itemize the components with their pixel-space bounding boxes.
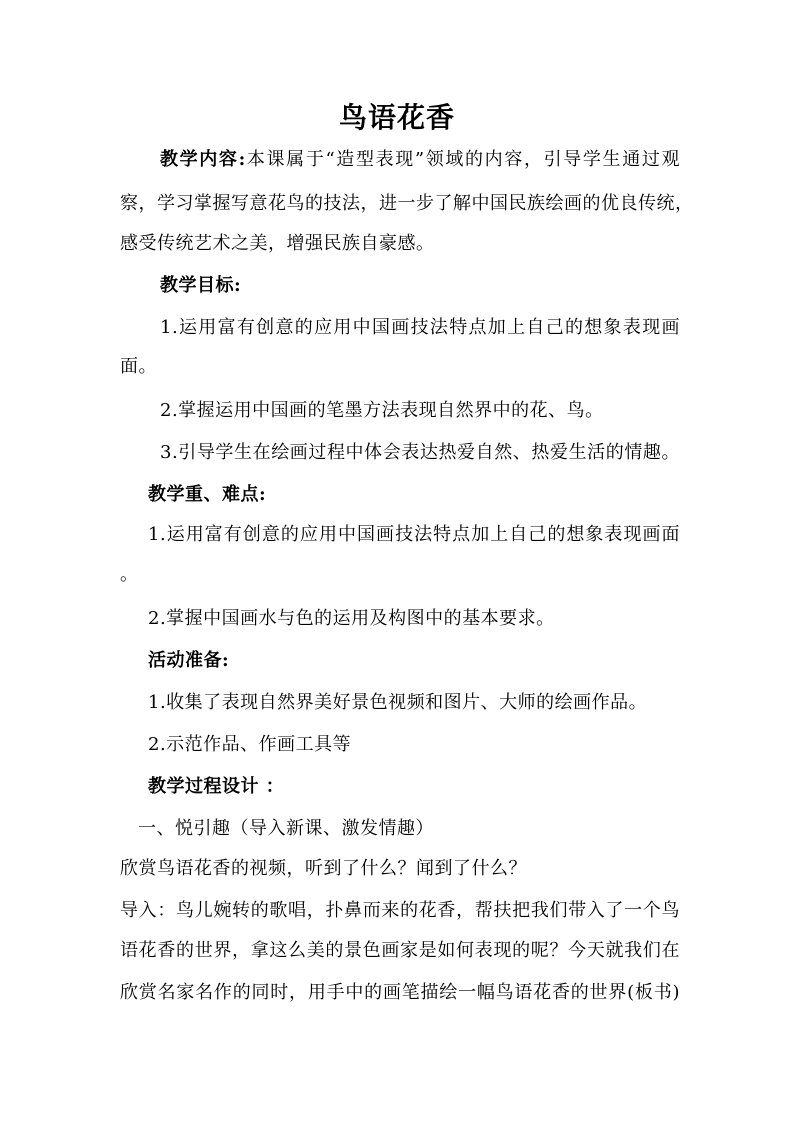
- preparation-2: 2.示范作品、作画工具等: [148, 734, 352, 755]
- content-paragraph-line-2: 察，学习掌握写意花鸟的技法，进一步了解中国民族绘画的优良传统，: [120, 193, 694, 214]
- key-points-heading: 教学重、难点:: [148, 484, 267, 505]
- content-text: 本课属于“造型表现”领域的内容，引导学生通过观: [245, 149, 680, 170]
- step-1-heading: 一、悦引趣（导入新课、激发情趣）: [138, 818, 434, 839]
- key-point-2: 2.掌握中国画水与色的运用及构图中的基本要求。: [148, 608, 555, 629]
- content-paragraph-line-1: [120, 147, 680, 173]
- preparation-heading: 活动准备:: [148, 650, 230, 671]
- document-title: 鸟语花香: [338, 101, 455, 134]
- goal-1-line-1: 1.运用富有创意的应用中国画技法特点加上自己的想象表现画: [160, 317, 680, 338]
- intro-line-2: 语花香的世界，拿这么美的景色画家是如何表现的呢？今天就我们在: [120, 940, 680, 961]
- intro-line-3: 欣赏名家名作的同时，用手中的画笔描绘一幅鸟语花香的世界(板书): [120, 982, 680, 1003]
- step-1-line-1: 欣赏鸟语花香的视频，听到了什么？闻到了什么？: [120, 858, 527, 879]
- preparation-1: 1.收集了表现自然界美好景色视频和图片、大师的绘画作品。: [148, 692, 648, 713]
- process-heading: 教学过程设计 ：: [148, 776, 285, 797]
- intro-line-1: 导入：鸟儿婉转的歌唱，扑鼻而来的花香，帮扶把我们带入了一个鸟: [120, 900, 680, 921]
- goal-1-line-2: 面。: [120, 356, 157, 377]
- goals-heading: 教学目标:: [160, 275, 242, 296]
- goal-3: 3.引导学生在绘画过程中体会表达热爱自然、热爱生活的情趣。: [160, 442, 680, 463]
- key-point-1-line-1: 1.运用富有创意的应用中国画技法特点加上自己的想象表现画面: [148, 524, 680, 545]
- goal-2: 2.掌握运用中国画的笔墨方法表现自然界中的花、鸟。: [160, 400, 604, 421]
- key-point-1-line-2: 。: [120, 564, 139, 585]
- content-heading: 教学内容:: [160, 149, 246, 170]
- content-paragraph-line-3: 感受传统艺术之美，增强民族自豪感。: [120, 233, 435, 254]
